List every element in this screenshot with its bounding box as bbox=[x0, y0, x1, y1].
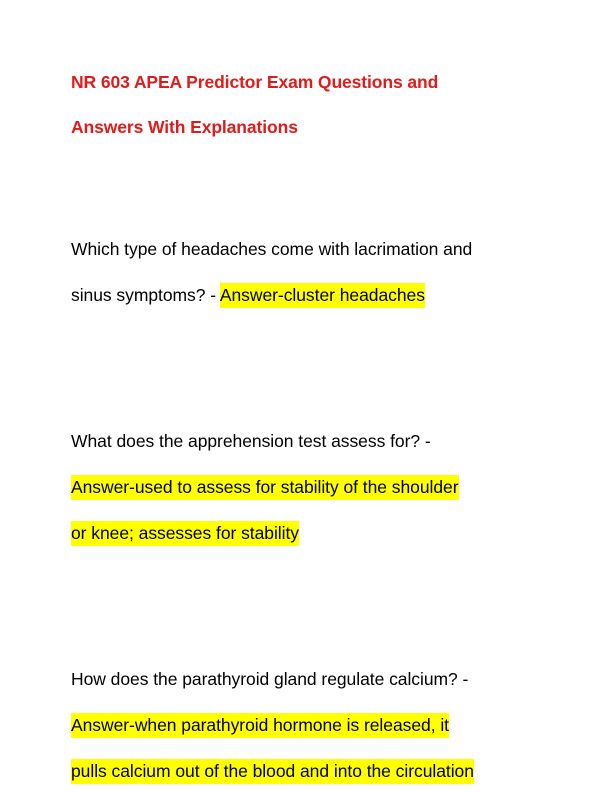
question-line bbox=[71, 656, 549, 702]
page-title-line-1: NR 603 APEA Predictor Exam Questions and bbox=[71, 72, 439, 92]
question-text: How does the parathyroid gland regulate calcium? - bbox=[71, 669, 469, 689]
answer-highlight: Answer-used to assess for stability of the shoulder bbox=[71, 475, 459, 500]
qa-block-1 bbox=[71, 226, 549, 318]
question-line bbox=[71, 226, 549, 272]
answer-highlight: or knee; assesses for stability bbox=[71, 521, 299, 546]
answer-line bbox=[71, 510, 549, 556]
answer-highlight: pulls calcium out of the blood and into the circulation bbox=[71, 759, 474, 784]
qa-block-3 bbox=[71, 656, 549, 792]
page-title-line-2: Answers With Explanations bbox=[71, 117, 298, 137]
question-answer-line bbox=[71, 272, 549, 318]
question-text: Which type of headaches come with lacrimation and bbox=[71, 239, 473, 259]
question-text: What does the apprehension test assess for? - bbox=[71, 431, 431, 451]
question-text-continued: sinus symptoms? - bbox=[71, 285, 220, 305]
answer-line bbox=[71, 702, 549, 748]
answer-line bbox=[71, 748, 549, 792]
document-content bbox=[71, 60, 549, 792]
answer-line bbox=[71, 464, 549, 510]
question-line bbox=[71, 418, 549, 464]
answer-highlight: Answer-when parathyroid hormone is released, it bbox=[71, 713, 449, 738]
answer-highlight: Answer-cluster headaches bbox=[220, 283, 425, 308]
qa-block-2 bbox=[71, 418, 549, 556]
